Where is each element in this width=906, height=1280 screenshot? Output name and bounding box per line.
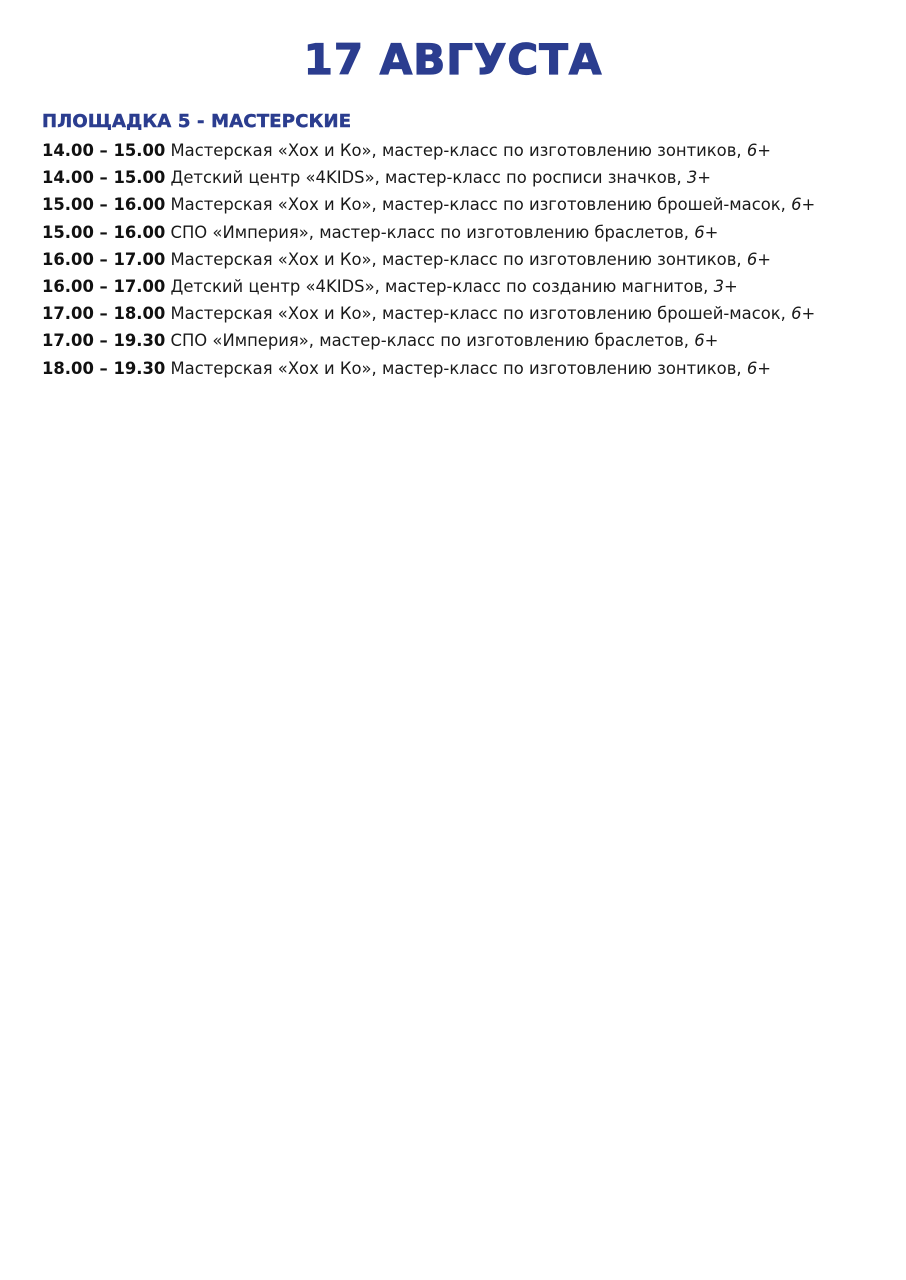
- schedule-item: [42, 355, 892, 382]
- schedule-time: 16.00 – 17.00: [42, 276, 166, 296]
- schedule-description: СПО «Империя», мастер-класс по изготовлению браслетов,: [170, 222, 689, 242]
- schedule-time: 14.00 – 15.00: [42, 168, 166, 188]
- schedule-time: 18.00 – 19.30: [42, 358, 166, 378]
- age-rating: 6+: [694, 331, 719, 351]
- schedule-description: Мастерская «Хох и Ко», мастер-класс по изготовлению брошей-масок,: [170, 304, 786, 324]
- schedule-item: [42, 300, 892, 327]
- schedule-item: [42, 164, 892, 191]
- schedule-description: СПО «Империя», мастер-класс по изготовлению браслетов,: [170, 331, 689, 351]
- age-rating: 6+: [746, 249, 771, 269]
- schedule-time: 17.00 – 18.00: [42, 304, 166, 324]
- venue-heading: ПЛОЩАДКА 5 - МАСТЕРСКИЕ: [42, 111, 352, 132]
- schedule-item: [42, 273, 892, 300]
- age-rating: 6+: [791, 304, 816, 324]
- schedule-description: Мастерская «Хох и Ко», мастер-класс по изготовлению брошей-масок,: [170, 195, 786, 215]
- page-title: 17 АВГУСТА: [303, 35, 603, 84]
- schedule-time: 14.00 – 15.00: [42, 141, 166, 160]
- schedule-description: Детский центр «4KIDS», мастер-класс по созданию магнитов,: [170, 276, 709, 296]
- schedule-time: 15.00 – 16.00: [42, 222, 166, 242]
- schedule-description: Мастерская «Хох и Ко», мастер-класс по изготовлению зонтиков,: [170, 249, 742, 269]
- age-rating: 3+: [686, 168, 712, 188]
- schedule-item: [42, 246, 892, 273]
- age-rating: 6+: [746, 141, 771, 160]
- schedule-time: 16.00 – 17.00: [42, 249, 166, 269]
- age-rating: 3+: [713, 276, 738, 296]
- schedule-time: 17.00 – 19.30: [42, 331, 166, 351]
- schedule-description: Мастерская «Хох и Ко», мастер-класс по изготовлению зонтиков,: [170, 141, 742, 160]
- age-rating: 6+: [746, 358, 771, 378]
- age-rating: 6+: [791, 195, 816, 215]
- schedule-item: [42, 219, 892, 246]
- schedule-item: [42, 137, 892, 164]
- schedule-description: Мастерская «Хох и Ко», мастер-класс по изготовлению зонтиков,: [170, 358, 742, 378]
- schedule-list: [42, 137, 892, 382]
- age-rating: 6+: [694, 222, 719, 242]
- schedule-description: Детский центр «4KIDS», мастер-класс по росписи значков,: [170, 168, 682, 188]
- schedule-item: [42, 327, 892, 354]
- schedule-time: 15.00 – 16.00: [42, 195, 166, 215]
- schedule-item: [42, 191, 892, 218]
